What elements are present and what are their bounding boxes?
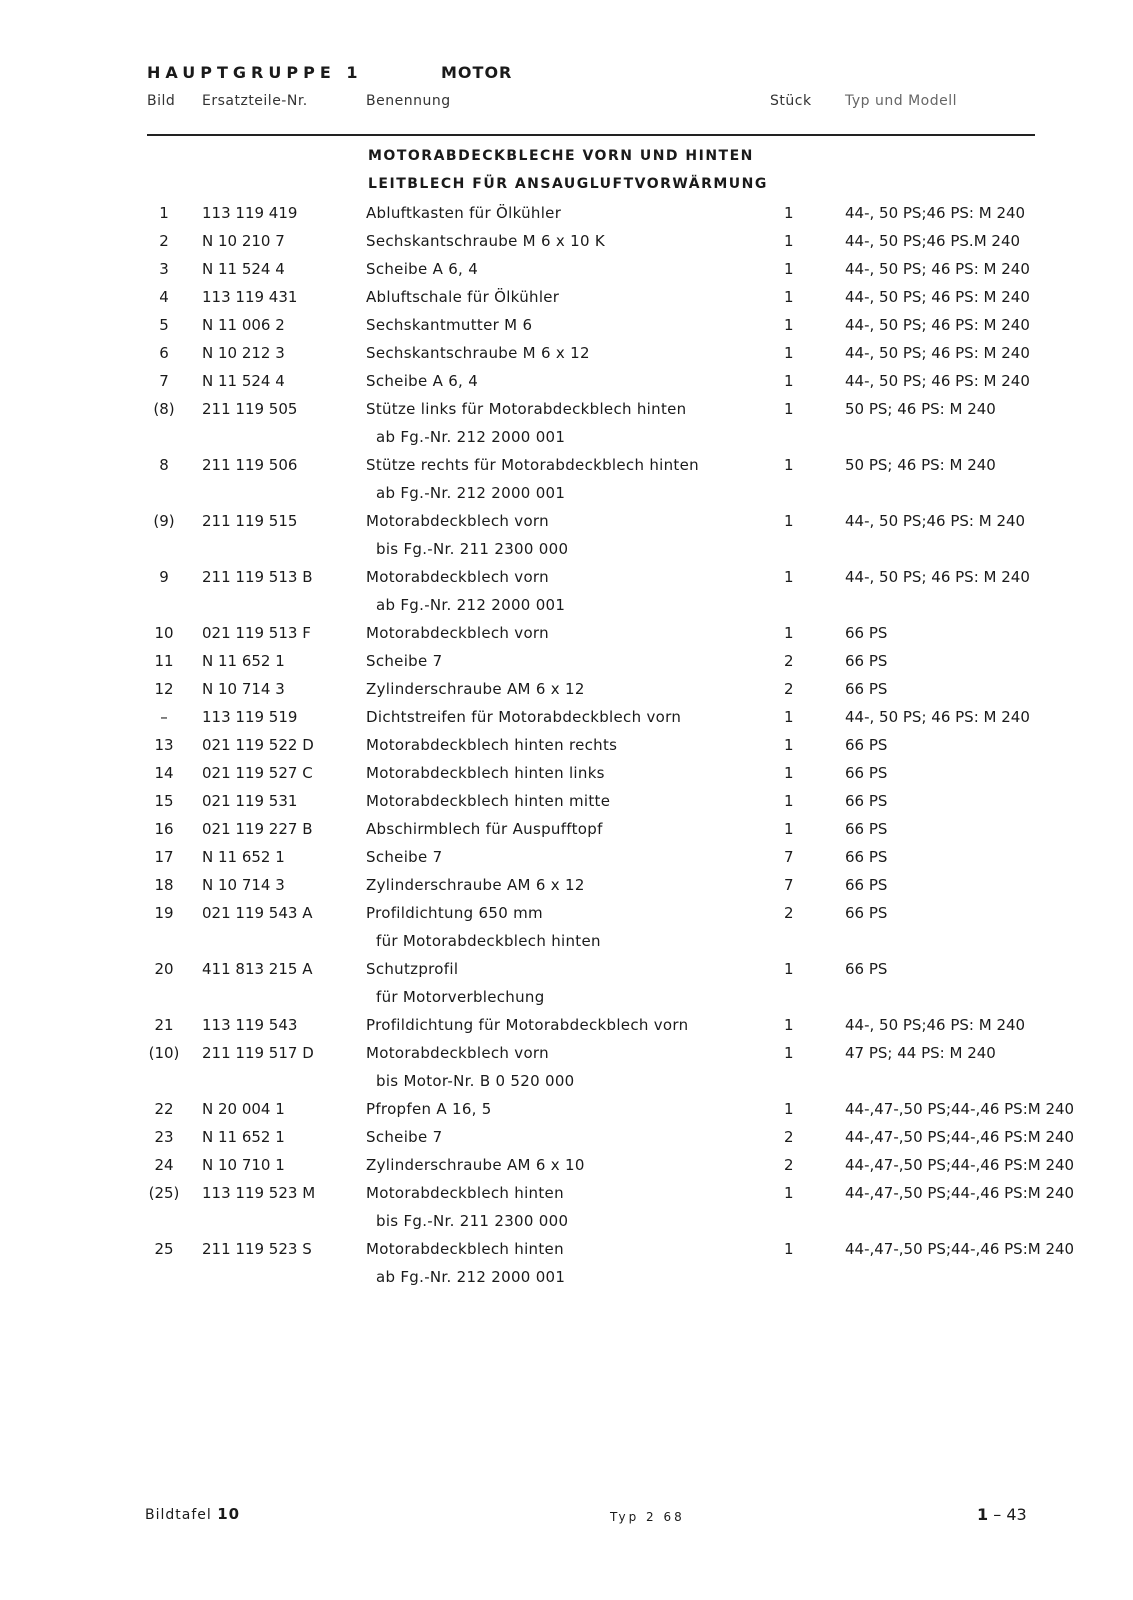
cell-part-number: N 10 210 7 [202, 232, 285, 250]
bildtafel-label: Bildtafel [145, 1507, 212, 1523]
cell-bild: (8) [153, 400, 175, 418]
cell-part-number: N 11 006 2 [202, 316, 285, 334]
cell-typ: 47 PS; 44 PS: M 240 [845, 1044, 996, 1062]
cell-note: bis Motor-Nr. B 0 520 000 [376, 1072, 575, 1090]
cell-part-number: N 11 652 1 [202, 848, 285, 866]
cell-part-number: 211 119 513 B [202, 568, 313, 586]
cell-typ: 44-, 50 PS; 46 PS: M 240 [845, 316, 1030, 334]
cell-bild: 20 [154, 960, 174, 978]
table-row [0, 707, 1133, 735]
cell-benennung: Profildichtung für Motorabdeckblech vorn [366, 1016, 689, 1034]
cell-stueck: 2 [784, 904, 794, 922]
cell-part-number: 211 119 515 [202, 512, 298, 530]
cell-typ: 66 PS [845, 736, 888, 754]
cell-benennung: Motorabdeckblech vorn [366, 1044, 549, 1062]
cell-part-number: N 11 652 1 [202, 1128, 285, 1146]
cell-stueck: 1 [784, 624, 794, 642]
cell-stueck: 1 [784, 1044, 794, 1062]
cell-benennung: Scheibe A 6, 4 [366, 260, 479, 278]
cell-bild: 24 [154, 1156, 174, 1174]
cell-stueck: 1 [784, 456, 794, 474]
table-row [0, 735, 1133, 763]
cell-stueck: 1 [784, 400, 794, 418]
cell-stueck: 2 [784, 1156, 794, 1174]
cell-part-number: 021 119 543 A [202, 904, 313, 922]
table-row [0, 315, 1133, 343]
table-row [0, 959, 1133, 1015]
cell-typ: 50 PS; 46 PS: M 240 [845, 400, 996, 418]
cell-part-number: 211 119 523 S [202, 1240, 312, 1258]
cell-bild: 22 [154, 1100, 174, 1118]
cell-stueck: 1 [784, 1240, 794, 1258]
footer-page-number [977, 1505, 1027, 1524]
cell-bild: 3 [159, 260, 169, 278]
table-row [0, 203, 1133, 231]
cell-typ: 66 PS [845, 848, 888, 866]
table-row [0, 567, 1133, 623]
cell-typ: 44-, 50 PS; 46 PS: M 240 [845, 344, 1030, 362]
cell-stueck: 1 [784, 512, 794, 530]
group-label: HAUPTGRUPPE 1 [147, 63, 363, 82]
cell-benennung: Profildichtung 650 mm [366, 904, 543, 922]
cell-part-number: N 11 524 4 [202, 372, 285, 390]
cell-stueck: 1 [784, 960, 794, 978]
cell-part-number: 021 119 522 D [202, 736, 314, 754]
cell-part-number: N 10 212 3 [202, 344, 285, 362]
cell-benennung: Scheibe 7 [366, 652, 443, 670]
cell-benennung: Motorabdeckblech vorn [366, 568, 549, 586]
cell-benennung: Schutzprofil [366, 960, 459, 978]
cell-typ: 66 PS [845, 904, 888, 922]
cell-benennung: Scheibe 7 [366, 848, 443, 866]
cell-stueck: 1 [784, 372, 794, 390]
cell-stueck: 1 [784, 820, 794, 838]
cell-typ: 66 PS [845, 960, 888, 978]
cell-typ: 44-, 50 PS; 46 PS: M 240 [845, 708, 1030, 726]
cell-part-number: 113 119 419 [202, 204, 298, 222]
cell-stueck: 7 [784, 848, 794, 866]
cell-bild: 19 [154, 904, 174, 922]
cell-bild: 1 [159, 204, 169, 222]
cell-benennung: Motorabdeckblech hinten [366, 1184, 564, 1202]
cell-benennung: Abschirmblech für Auspufftopf [366, 820, 603, 838]
cell-benennung: Motorabdeckblech vorn [366, 624, 549, 642]
cell-note: bis Fg.-Nr. 211 2300 000 [376, 540, 569, 558]
cell-typ: 44-, 50 PS; 46 PS: M 240 [845, 568, 1030, 586]
cell-typ: 44-,47-,50 PS;44-,46 PS:M 240 [845, 1184, 1075, 1202]
table-row [0, 287, 1133, 315]
cell-benennung: Motorabdeckblech vorn [366, 512, 549, 530]
table-row [0, 679, 1133, 707]
cell-stueck: 1 [784, 204, 794, 222]
cell-stueck: 1 [784, 260, 794, 278]
cell-part-number: 211 119 505 [202, 400, 298, 418]
column-header-typ: Typ und Modell [845, 93, 957, 109]
table-row [0, 791, 1133, 819]
cell-typ: 44-,47-,50 PS;44-,46 PS:M 240 [845, 1156, 1075, 1174]
table-row [0, 819, 1133, 847]
cell-note: ab Fg.-Nr. 212 2000 001 [376, 1268, 566, 1286]
cell-typ: 44-, 50 PS; 46 PS: M 240 [845, 288, 1030, 306]
table-row [0, 371, 1133, 399]
table-row [0, 259, 1133, 287]
cell-bild: 21 [154, 1016, 174, 1034]
cell-bild: 5 [159, 316, 169, 334]
cell-bild: 4 [159, 288, 169, 306]
cell-stueck: 1 [784, 764, 794, 782]
cell-bild: (9) [153, 512, 175, 530]
cell-bild: (25) [148, 1184, 180, 1202]
cell-bild: 23 [154, 1128, 174, 1146]
cell-bild: 2 [159, 232, 169, 250]
cell-typ: 44-,47-,50 PS;44-,46 PS:M 240 [845, 1100, 1075, 1118]
cell-bild: 13 [154, 736, 174, 754]
cell-stueck: 2 [784, 1128, 794, 1146]
cell-part-number: N 11 524 4 [202, 260, 285, 278]
table-row [0, 231, 1133, 259]
cell-typ: 44-, 50 PS; 46 PS: M 240 [845, 372, 1030, 390]
cell-part-number: 113 119 519 [202, 708, 298, 726]
cell-bild: 17 [154, 848, 174, 866]
cell-typ: 44-, 50 PS; 46 PS: M 240 [845, 260, 1030, 278]
column-header-benennung: Benennung [366, 93, 451, 109]
cell-part-number: N 10 714 3 [202, 680, 285, 698]
table-row [0, 1155, 1133, 1183]
cell-part-number: N 10 710 1 [202, 1156, 285, 1174]
cell-part-number: N 11 652 1 [202, 652, 285, 670]
footer-typ: Typ 2 68 [610, 1510, 685, 1524]
cell-stueck: 1 [784, 708, 794, 726]
cell-benennung: Motorabdeckblech hinten links [366, 764, 605, 782]
cell-part-number: 021 119 227 B [202, 820, 313, 838]
cell-stueck: 7 [784, 876, 794, 894]
column-header-bild: Bild [147, 93, 176, 109]
cell-stueck: 1 [784, 792, 794, 810]
table-row [0, 1239, 1133, 1295]
cell-bild: 14 [154, 764, 174, 782]
table-row [0, 875, 1133, 903]
table-row [0, 511, 1133, 567]
cell-typ: 66 PS [845, 680, 888, 698]
cell-bild: 11 [154, 652, 174, 670]
cell-typ: 66 PS [845, 764, 888, 782]
cell-benennung: Sechskantschraube M 6 x 12 [366, 344, 590, 362]
page-number: 43 [1006, 1505, 1027, 1524]
table-row [0, 1183, 1133, 1239]
cell-benennung: Dichtstreifen für Motorabdeckblech vorn [366, 708, 682, 726]
table-row [0, 343, 1133, 371]
cell-stueck: 2 [784, 652, 794, 670]
cell-bild: 8 [159, 456, 169, 474]
cell-benennung: Zylinderschraube AM 6 x 12 [366, 680, 585, 698]
cell-part-number: 211 119 506 [202, 456, 298, 474]
table-row [0, 763, 1133, 791]
cell-bild: 16 [154, 820, 174, 838]
cell-part-number: 021 119 513 F [202, 624, 311, 642]
cell-stueck: 1 [784, 1016, 794, 1034]
cell-stueck: 1 [784, 316, 794, 334]
cell-benennung: Motorabdeckblech hinten rechts [366, 736, 618, 754]
cell-typ: 44-,47-,50 PS;44-,46 PS:M 240 [845, 1240, 1075, 1258]
cell-bild: 10 [154, 624, 174, 642]
table-row [0, 1043, 1133, 1099]
cell-typ: 44-, 50 PS;46 PS: M 240 [845, 1016, 1026, 1034]
cell-typ: 66 PS [845, 792, 888, 810]
cell-note: bis Fg.-Nr. 211 2300 000 [376, 1212, 569, 1230]
cell-bild: 25 [154, 1240, 174, 1258]
cell-note: für Motorabdeckblech hinten [376, 932, 601, 950]
cell-benennung: Abluftschale für Ölkühler [366, 288, 560, 306]
cell-stueck: 1 [784, 1100, 794, 1118]
cell-part-number: N 20 004 1 [202, 1100, 285, 1118]
cell-benennung: Scheibe A 6, 4 [366, 372, 479, 390]
cell-bild: 7 [159, 372, 169, 390]
cell-stueck: 2 [784, 680, 794, 698]
table-row [0, 1099, 1133, 1127]
section-title-line1: MOTORABDECKBLECHE VORN UND HINTEN [368, 148, 754, 164]
header-divider [147, 134, 1035, 136]
cell-bild: 18 [154, 876, 174, 894]
cell-part-number: 021 119 527 C [202, 764, 313, 782]
cell-benennung: Motorabdeckblech hinten [366, 1240, 564, 1258]
cell-part-number: 113 119 431 [202, 288, 298, 306]
cell-part-number: 113 119 543 [202, 1016, 298, 1034]
cell-benennung: Sechskantschraube M 6 x 10 K [366, 232, 606, 250]
cell-note: ab Fg.-Nr. 212 2000 001 [376, 428, 566, 446]
page-separator: – [993, 1505, 1002, 1524]
group-title: MOTOR [441, 63, 513, 82]
cell-typ: 66 PS [845, 876, 888, 894]
table-row [0, 455, 1133, 511]
table-row [0, 1015, 1133, 1043]
cell-stueck: 1 [784, 288, 794, 306]
cell-benennung: Scheibe 7 [366, 1128, 443, 1146]
footer-bildtafel [145, 1505, 240, 1523]
table-row [0, 623, 1133, 651]
cell-benennung: Stütze rechts für Motorabdeckblech hinten [366, 456, 699, 474]
cell-typ: 44-, 50 PS;46 PS: M 240 [845, 204, 1026, 222]
bildtafel-number: 10 [217, 1505, 241, 1523]
table-row [0, 903, 1133, 959]
cell-typ: 50 PS; 46 PS: M 240 [845, 456, 996, 474]
table-row [0, 847, 1133, 875]
cell-typ: 44-,47-,50 PS;44-,46 PS:M 240 [845, 1128, 1075, 1146]
table-row [0, 1127, 1133, 1155]
cell-typ: 66 PS [845, 624, 888, 642]
cell-bild: – [160, 708, 168, 726]
cell-benennung: Motorabdeckblech hinten mitte [366, 792, 611, 810]
cell-typ: 66 PS [845, 652, 888, 670]
cell-part-number: 411 813 215 A [202, 960, 313, 978]
section-title-line2: LEITBLECH FÜR ANSAUGLUFTVORWÄRMUNG [368, 176, 768, 192]
cell-note: ab Fg.-Nr. 212 2000 001 [376, 484, 566, 502]
cell-bild: 15 [154, 792, 174, 810]
cell-bild: (10) [148, 1044, 180, 1062]
cell-benennung: Stütze links für Motorabdeckblech hinten [366, 400, 687, 418]
cell-note: für Motorverblechung [376, 988, 545, 1006]
column-header-stueck: Stück [770, 93, 812, 109]
cell-benennung: Pfropfen A 16, 5 [366, 1100, 492, 1118]
cell-stueck: 1 [784, 1184, 794, 1202]
cell-part-number: 021 119 531 [202, 792, 298, 810]
cell-typ: 66 PS [845, 820, 888, 838]
cell-typ: 44-, 50 PS;46 PS.M 240 [845, 232, 1021, 250]
cell-benennung: Sechskantmutter M 6 [366, 316, 533, 334]
cell-benennung: Zylinderschraube AM 6 x 10 [366, 1156, 585, 1174]
cell-stueck: 1 [784, 232, 794, 250]
parts-list [0, 203, 1133, 1295]
cell-part-number: N 10 714 3 [202, 876, 285, 894]
cell-bild: 12 [154, 680, 174, 698]
cell-note: ab Fg.-Nr. 212 2000 001 [376, 596, 566, 614]
cell-stueck: 1 [784, 568, 794, 586]
cell-stueck: 1 [784, 344, 794, 362]
cell-part-number: 211 119 517 D [202, 1044, 314, 1062]
table-row [0, 651, 1133, 679]
cell-typ: 44-, 50 PS;46 PS: M 240 [845, 512, 1026, 530]
cell-stueck: 1 [784, 736, 794, 754]
column-header-nr: Ersatzteile-Nr. [202, 93, 308, 109]
cell-bild: 6 [159, 344, 169, 362]
page-section: 1 [977, 1505, 989, 1524]
cell-bild: 9 [159, 568, 169, 586]
cell-benennung: Abluftkasten für Ölkühler [366, 204, 562, 222]
cell-part-number: 113 119 523 M [202, 1184, 316, 1202]
cell-benennung: Zylinderschraube AM 6 x 12 [366, 876, 585, 894]
table-row [0, 399, 1133, 455]
